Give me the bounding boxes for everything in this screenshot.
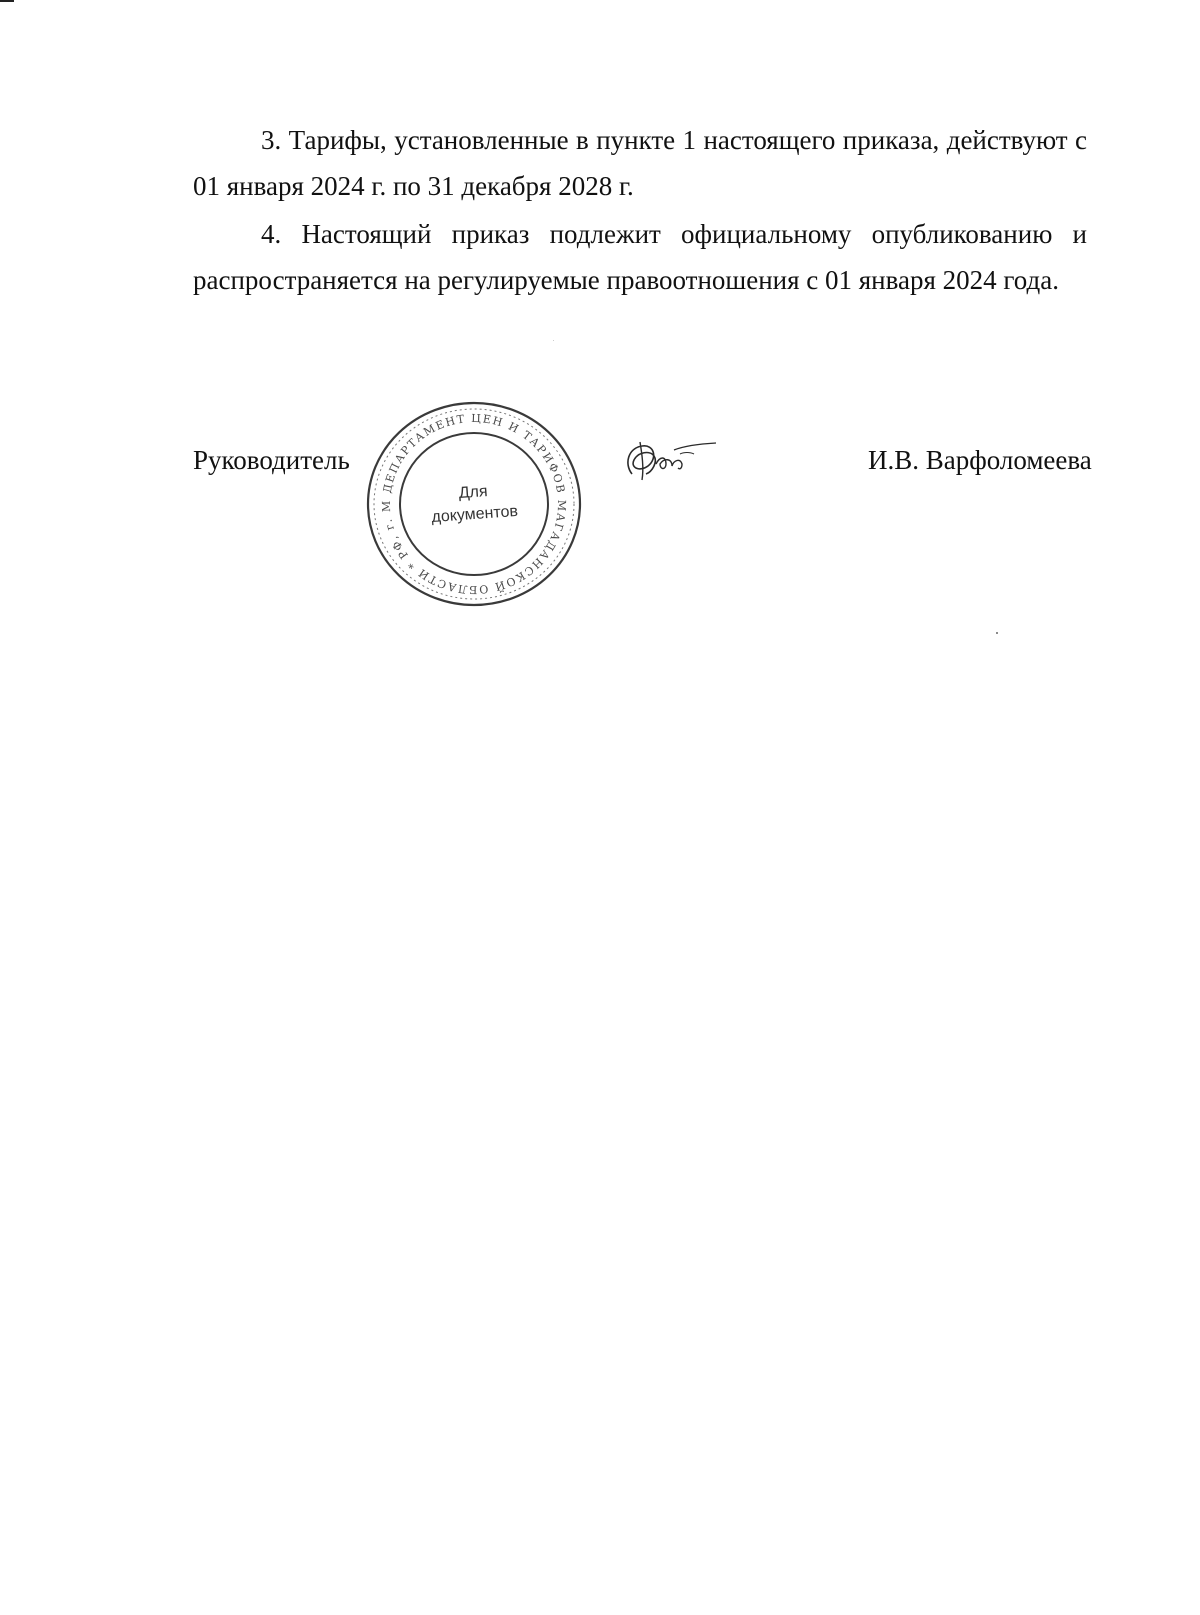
seal-ring-text: ДЕПАРТАМЕНТ ЦЕН И ТАРИФОВ МАГАДАНСКОЙ ОБЛАСТИ * РФ, г. М <box>379 411 569 597</box>
official-seal <box>362 396 586 612</box>
seal-center-line-2: документов <box>430 502 519 526</box>
scan-speck <box>553 340 554 341</box>
paragraph-4: 4. Настоящий приказ подлежит официальному опубликованию и распространяется на регулируемые правоотношения с 01 января 2024 года. <box>193 219 1087 295</box>
handwritten-signature <box>620 434 720 494</box>
seal-center-line-1: Для <box>458 483 489 503</box>
scan-corner-mark <box>0 0 14 2</box>
paragraph-3: 3. Тарифы, установленные в пункте 1 настоящего приказа, действуют с 01 января 2024 г. по 31 декабря 2028 г. <box>193 125 1087 201</box>
seal-center-text <box>355 388 594 619</box>
signatory-title: Руководитель <box>193 445 350 475</box>
scan-speck <box>996 632 998 634</box>
signatory-name: И.В. Варфоломеева <box>868 445 1092 475</box>
